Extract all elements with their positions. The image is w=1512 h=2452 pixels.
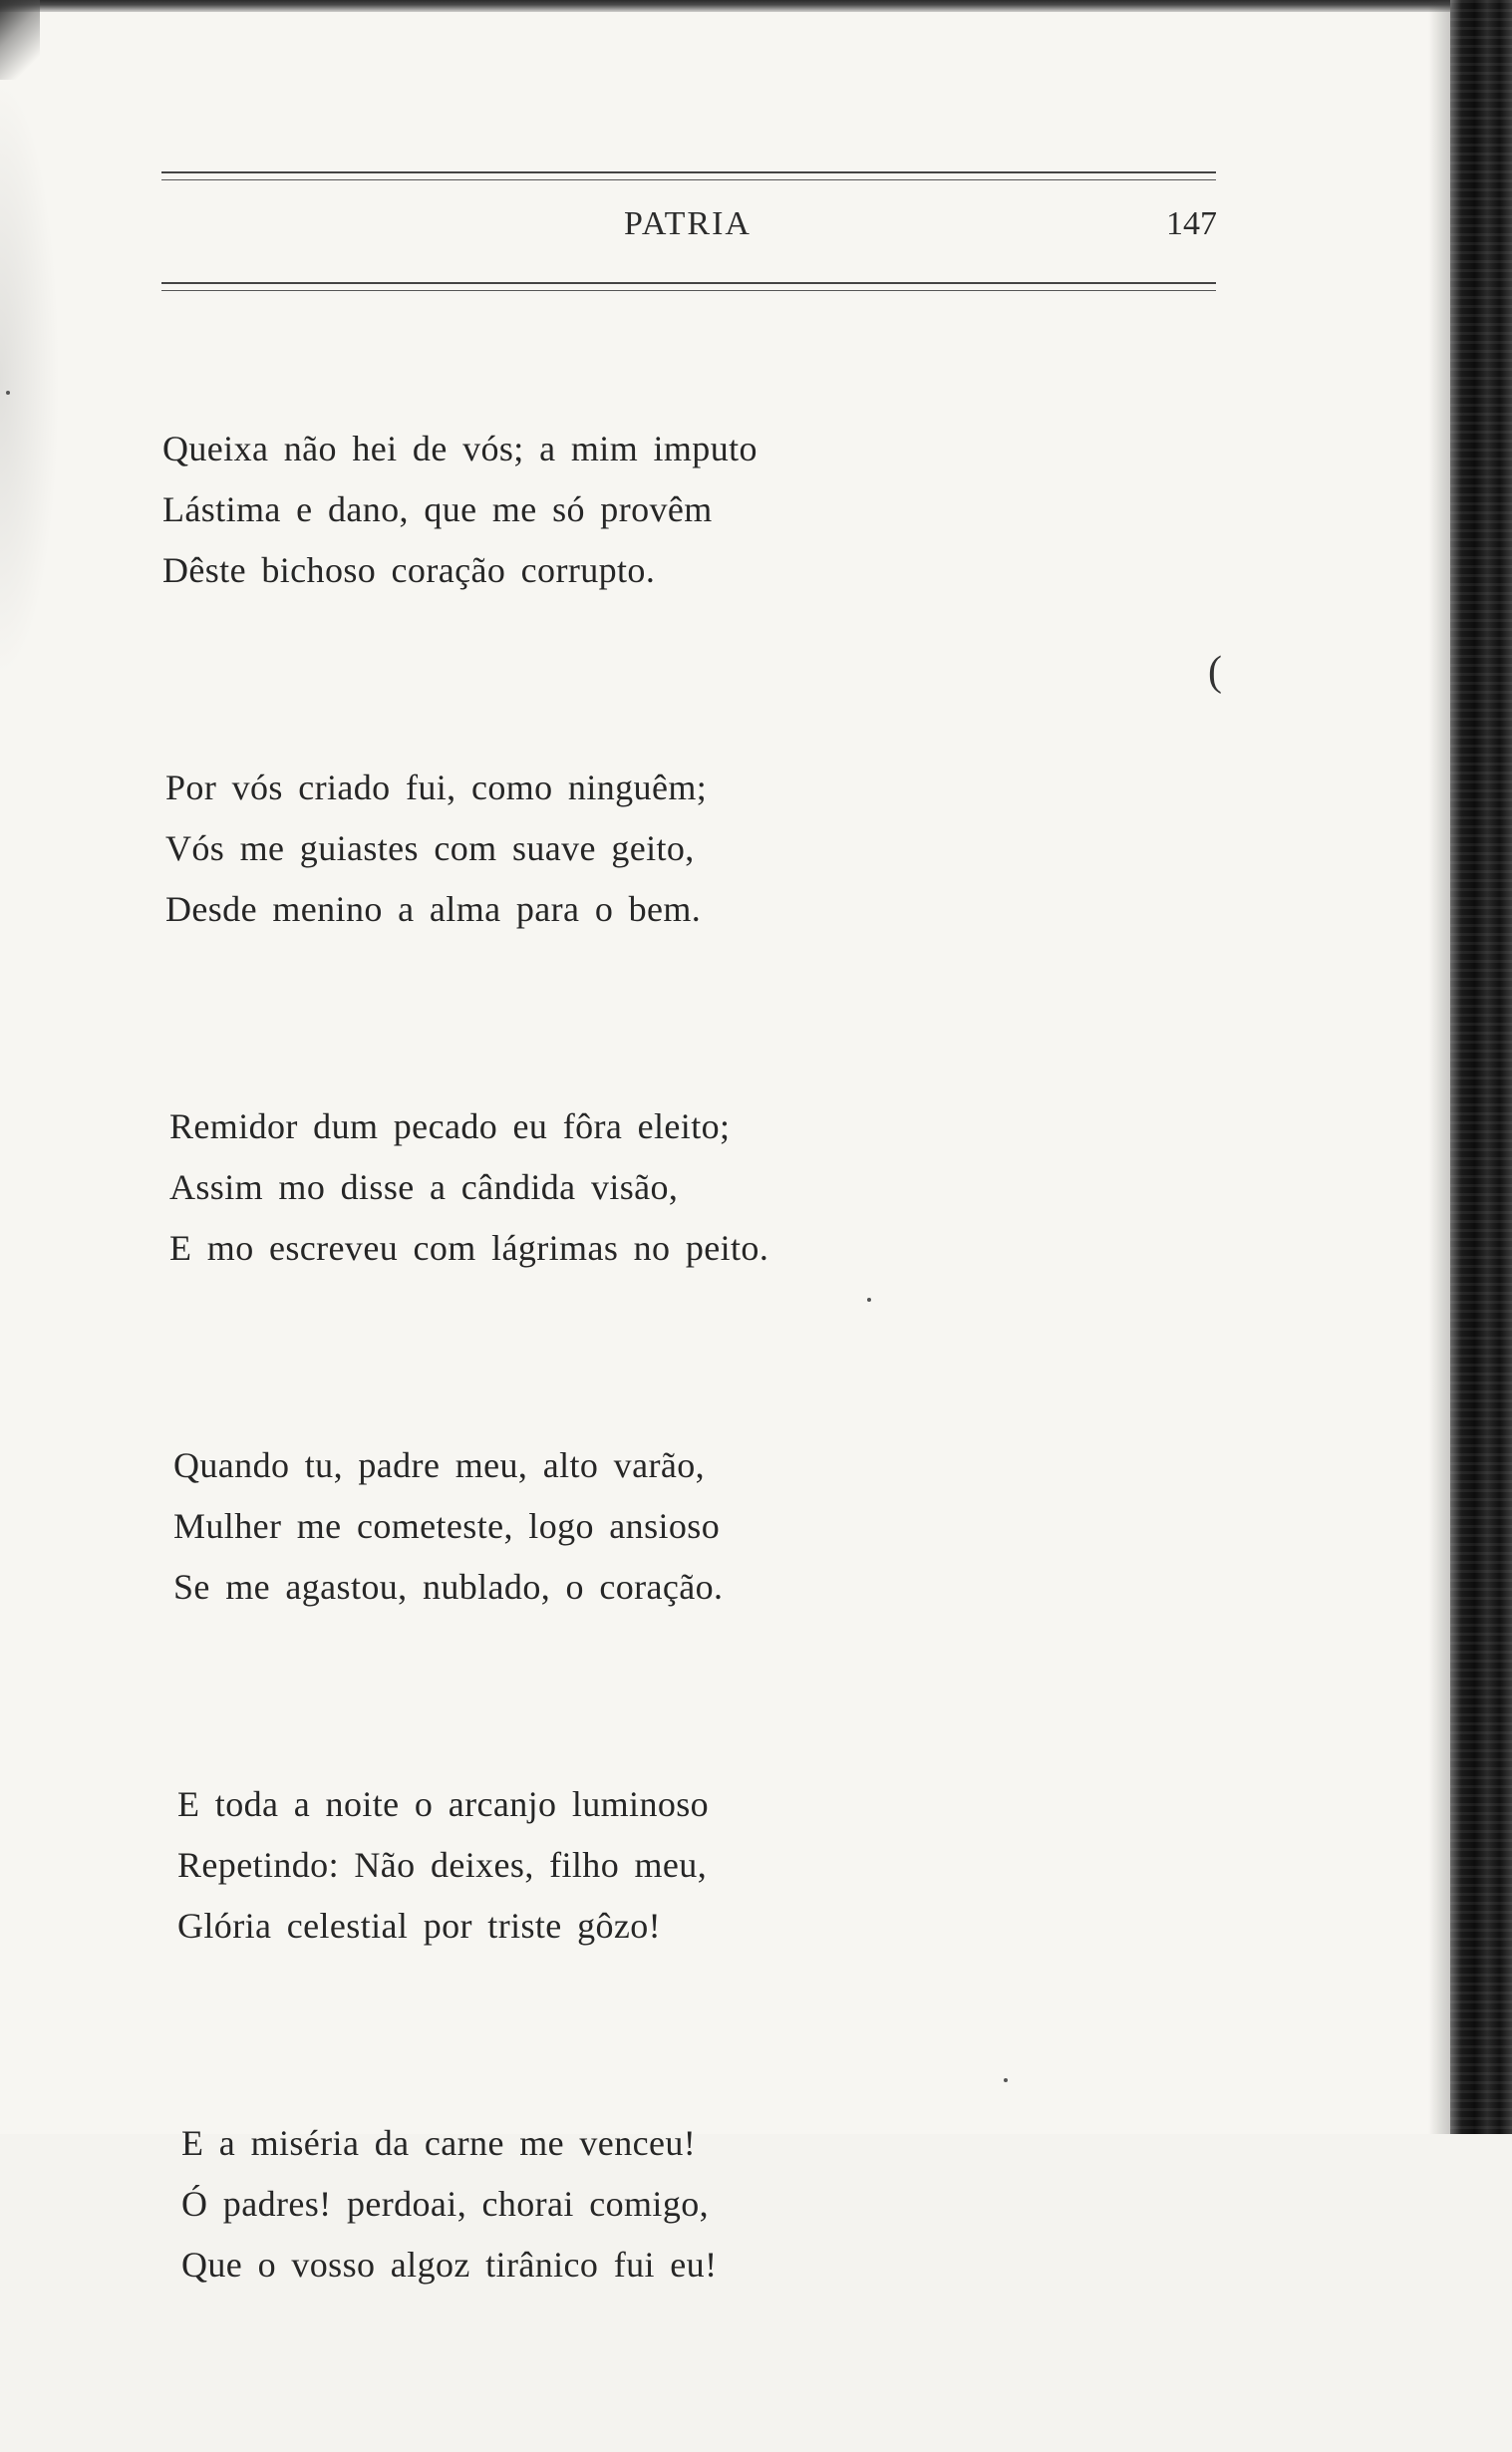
poem-line: Lástima e dano, que me só provêm — [162, 489, 713, 529]
poem-body — [0, 419, 1395, 2452]
spine-shade — [1428, 0, 1450, 2134]
poem-line: E toda a noite o arcanjo luminoso — [177, 1784, 710, 1824]
header-rule-top-thin — [161, 179, 1216, 180]
poem-line: E a miséria da carne me venceu! — [181, 2123, 697, 2163]
stanza-3 — [0, 1096, 1395, 1279]
stanza-2 — [0, 758, 1395, 940]
poem-line: Por vós criado fui, como ninguêm; — [165, 767, 708, 807]
stanza-5 — [0, 1774, 1395, 1957]
poem-line: E mo escreveu com lágrimas no peito. — [169, 1228, 769, 1268]
header-rule-bottom-thin — [161, 290, 1216, 291]
running-header-title: PATRIA — [624, 205, 752, 242]
poem-line: Se me agastou, nublado, o coração. — [173, 1567, 724, 1607]
book-spine — [1450, 0, 1512, 2134]
poem-line: Repetindo: Não deixes, filho meu, — [177, 1845, 708, 1885]
poem-line: Dêste bichoso coração corrupto. — [162, 550, 656, 590]
scan-top-edge — [0, 0, 1465, 12]
poem-line: Mulher me cometeste, logo ansioso — [173, 1506, 721, 1546]
stanza-4 — [0, 1435, 1395, 1618]
header-rule-bottom — [161, 282, 1216, 284]
stanza-6 — [0, 2113, 1395, 2296]
header-rule-top — [161, 171, 1216, 173]
margin-mark: ( — [1208, 649, 1222, 695]
poem-line: Que o vosso algoz tirânico fui eu! — [181, 2245, 718, 2285]
scan-corner-shadow — [0, 0, 40, 80]
poem-line: Queixa não hei de vós; a mim imputo — [162, 429, 757, 468]
poem-line: Desde menino a alma para o bem. — [165, 889, 702, 929]
poem-line: Quando tu, padre meu, alto varão, — [173, 1445, 706, 1485]
stanza-1 — [0, 419, 1395, 601]
page-number: 147 — [1166, 205, 1217, 242]
poem-line: Assim mo disse a cândida visão, — [169, 1167, 679, 1207]
scan-speck — [1004, 2078, 1008, 2082]
scan-speck — [867, 1298, 871, 1302]
scan-speck — [6, 391, 10, 395]
poem-line: Glória celestial por triste gôzo! — [177, 1906, 662, 1946]
poem-line: Ó padres! perdoai, chorai comigo, — [181, 2184, 710, 2224]
poem-line: Vós me guiastes com suave geito, — [165, 828, 695, 868]
poem-line: Remidor dum pecado eu fôra eleito; — [169, 1106, 731, 1146]
